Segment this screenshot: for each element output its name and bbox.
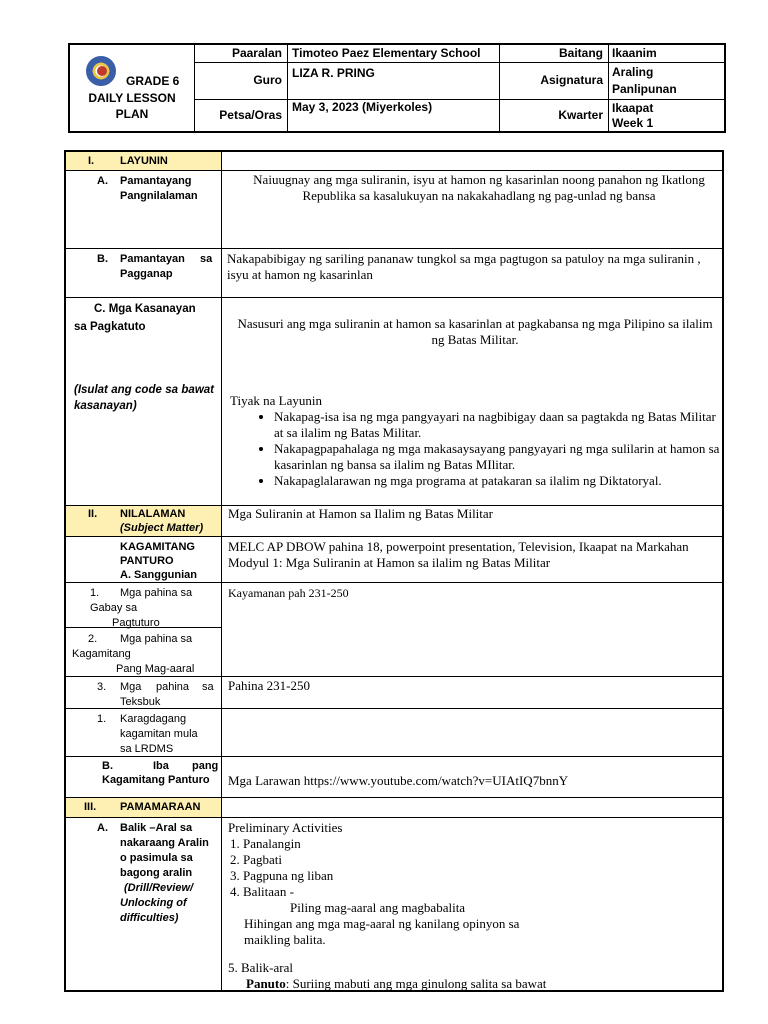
- asignatura-value-line1: Araling: [612, 65, 654, 79]
- asignatura-label: Asignatura: [540, 73, 603, 87]
- balik-aral-line6: Unlocking of: [120, 897, 187, 909]
- header-table: [68, 43, 726, 133]
- panuto: Panuto: Suriing mabuti ang mga ginulong salita sa bawat: [246, 976, 547, 991]
- kasanayan-label-line1: C. Mga Kasanayan: [94, 303, 196, 315]
- kagamitan-label-line3: A. Sanggunian: [120, 569, 197, 581]
- teksbuk-line2: Teksbuk: [120, 696, 161, 708]
- baitang-label: Baitang: [558, 46, 603, 60]
- prelim-item: 2. Pagbati: [243, 852, 333, 868]
- kasanayan-label-line2: sa Pagkatuto: [74, 321, 146, 333]
- magaaral-line2: Kagamitang: [72, 648, 131, 660]
- balik-aral-num: A.: [97, 822, 108, 834]
- guro-value: LIZA R. PRING: [292, 66, 375, 80]
- teksbuk-text: Pahina 231-250: [228, 678, 310, 693]
- magaaral-line3: Pang Mag-aaral: [116, 663, 195, 675]
- balik-aral-line5: (Drill/Review/: [124, 882, 194, 894]
- kwarter-value-line1: Ikaapat: [612, 101, 654, 115]
- grade-label: GRADE 6: [126, 74, 180, 88]
- kagamitan-label-line2: PANTURO: [120, 555, 174, 567]
- prelim-item: 4. Balitaan -: [243, 884, 333, 900]
- iba-line2: Kagamitang Panturo: [102, 774, 210, 786]
- lrdms-line3: sa LRDMS: [120, 743, 174, 755]
- balik-aral-line7: difficulties): [120, 912, 179, 924]
- nilalaman-num: II.: [88, 508, 98, 520]
- pamantayang-num: A.: [97, 175, 108, 187]
- prelim-label: Preliminary Activities: [228, 820, 343, 835]
- pamantayang-label-line1: Pamantayang: [120, 175, 192, 187]
- balik-aral-line1: Balik –Aral sa: [120, 822, 193, 834]
- gabay-num: 1.: [90, 587, 100, 599]
- prelim-item: 1. Panalangin: [243, 836, 333, 852]
- tiyak-item: • Nakapagpapahalaga ng mga makasaysayang pangyayari ng mga sulilarin at hamon sa kasarinlan ng bansa sa ilalim ng Batas MIlitar.: [274, 441, 720, 473]
- kwarter-value-line2: Week 1: [612, 116, 654, 130]
- pamamaraan-num: III.: [84, 801, 97, 813]
- pagganap-text: Nakapabibigay ng sariling pananaw tungkol sa mga pagtugon sa patuloy na mga suliranin , isyu at hamon ng kasarinlan: [227, 251, 701, 282]
- pamamaraan-heading: PAMAMARAAN: [120, 801, 201, 813]
- balik-aral-line2: nakaraang Aralin: [120, 837, 209, 849]
- dlp-label-line2: DAILY LESSON: [88, 91, 176, 105]
- layunin-heading: LAYUNIN: [120, 155, 168, 167]
- lrdms-num: 1.: [97, 713, 107, 725]
- asignatura-value-line2: Panlipunan: [612, 82, 677, 96]
- guro-label: Guro: [253, 73, 282, 87]
- balitaan-sub: Piling mag-aaral ang magbabalita: [290, 900, 466, 915]
- pagganap-num: B.: [97, 253, 108, 265]
- balik-aral-step: 5. Balik-aral: [228, 960, 293, 975]
- balik-aral-line4: bagong aralin: [120, 867, 193, 879]
- tiyak-label: Tiyak na Layunin: [230, 393, 322, 408]
- deped-seal-icon: [86, 56, 116, 86]
- nilalaman-sub: (Subject Matter): [120, 522, 204, 534]
- prelim-item: 3. Pagpuna ng liban: [243, 868, 333, 884]
- pamantayang-label-line2: Pangnilalaman: [120, 190, 198, 202]
- gabay-line3: Pagtuturo: [112, 617, 160, 629]
- tiyak-list: [230, 409, 720, 489]
- balik-aral-line3: o pasimula sa: [120, 852, 193, 864]
- balitaan-text-line2: maikling balita.: [244, 932, 326, 947]
- kwarter-label: Kwarter: [558, 108, 603, 122]
- teksbuk-line1b: pahina: [156, 681, 190, 693]
- gabay-text: Kayamanan pah 231-250: [228, 586, 349, 600]
- tiyak-item: • Nakapaglalarawan ng mga programa at patakaran sa ilalim ng Diktatoryal.: [274, 473, 720, 489]
- pagganap-label-line1b: sa: [200, 253, 213, 265]
- teksbuk-line1a: Mga: [120, 681, 142, 693]
- dlp-label-line3: PLAN: [115, 107, 149, 121]
- iba-line1b: pang: [192, 760, 219, 772]
- magaaral-num: 2.: [88, 633, 98, 645]
- prelim-list: [228, 836, 333, 900]
- pamantayang-text: Naiuugnay ang mga suliranin, isyu at hamon ng kasarinlan noong panahon ng Ikatlong Republika sa kasalukuyan na nakakahadlang ng pag-unlad ng bansa: [253, 172, 705, 203]
- gabay-line1: Mga pahina sa: [120, 587, 193, 599]
- lesson-plan-table: [64, 150, 724, 992]
- petsa-label: Petsa/Oras: [219, 108, 282, 122]
- petsa-value: May 3, 2023 (Miyerkoles): [292, 100, 433, 114]
- magaaral-line1: Mga pahina sa: [120, 633, 193, 645]
- kasanayan-text: Nasusuri ang mga suliranin at hamon sa kasarinlan at pagkabansa ng mga Pilipino sa ilalim ng Batas Militar.: [237, 316, 713, 347]
- kagamitan-label-line1: KAGAMITANG: [120, 541, 195, 553]
- lrdms-line2: kagamitan mula: [120, 728, 198, 740]
- balitaan-text-line1: Hihingan ang mga mag-aaral ng kanilang opinyon sa: [244, 916, 520, 931]
- paaralan-label: Paaralan: [231, 46, 282, 60]
- iba-line1a: Iba: [153, 760, 169, 772]
- kasanayan-note: (Isulat ang code sa bawat kasanayan): [74, 384, 214, 412]
- baitang-value: Ikaanim: [612, 46, 657, 60]
- iba-num: B.: [102, 760, 113, 772]
- nilalaman-text: Mga Suliranin at Hamon sa Ilalim ng Batas Militar: [228, 506, 494, 521]
- iba-text: Mga Larawan https://www.youtube.com/watch?v=UIAtIQ7bnnY: [228, 773, 569, 788]
- pagganap-label-line1a: Pamantayan: [120, 253, 185, 265]
- layunin-num: I.: [88, 155, 95, 167]
- gabay-line2: Gabay sa: [90, 602, 138, 614]
- sanggunian-text: MELC AP DBOW pahina 18, powerpoint presentation, Television, Ikaapat na Markahan Modyul 1: Mga Suliranin at Hamon sa ilalim ng Batas Militar: [228, 539, 689, 570]
- teksbuk-num: 3.: [97, 681, 107, 693]
- pagganap-label-line2: Pagganap: [120, 268, 173, 280]
- paaralan-value: Timoteo Paez Elementary School: [292, 46, 481, 60]
- tiyak-item: • Nakapag-isa isa ng mga pangyayari na nagbibigay daan sa pagtakda ng Batas Militar at sa ilalim ng Batas Militar.: [274, 409, 720, 441]
- lrdms-line1: Karagdagang: [120, 713, 187, 725]
- teksbuk-line1c: sa: [202, 681, 214, 693]
- nilalaman-heading: NILALAMAN: [120, 508, 186, 520]
